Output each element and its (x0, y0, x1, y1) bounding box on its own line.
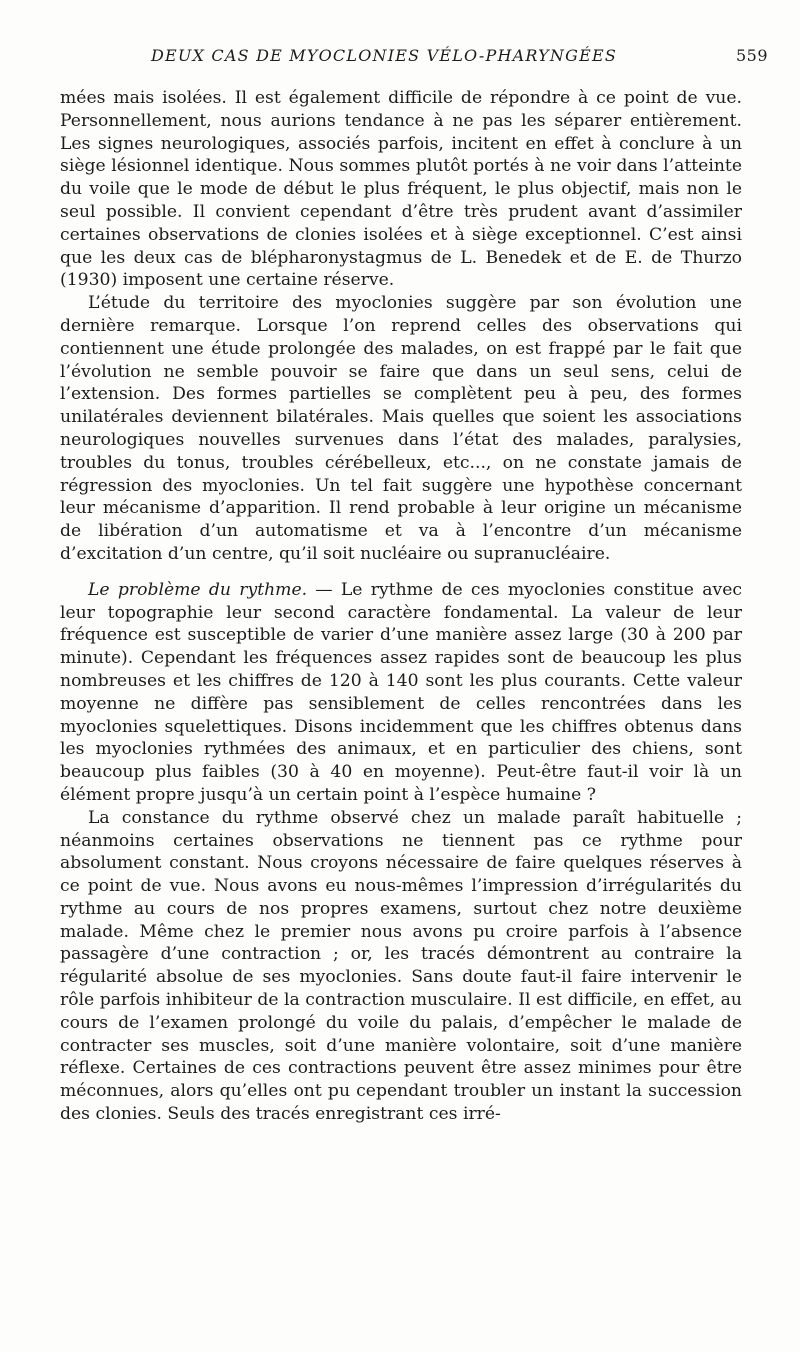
running-title: DEUX CAS DE MYOCLONIES VÉLO-PHARYNGÉES (150, 46, 618, 65)
section-title: Le problème du rythme. (88, 579, 308, 600)
body-text (60, 87, 742, 1126)
paragraph-rhythm-problem (60, 579, 742, 807)
section-body: — Le rythme de ces myoclonies constitue avec leur topographie leur second caractère fondamental. La valeur de leur fréquence est susceptible de varier d’une manière assez large (30 à 200 par minute). Cependant les fréquences assez rapides sont de beaucoup les plus nombreuses et les chiffres de 120 à 140 sont les plus courants. Cette valeur moyenne ne diffère pas sensiblement de celles rencontrées dans les myoclonies squelettiques. Disons incidemment que les chiffres obtenus dans les myoclonies rythmées des animaux, et en particulier des chiens, sont beaucoup plus faibles (30 à 40 en moyenne). Peut-être faut-il voir là un élément propre jusqu’à un certain point à l’espèce humaine ? (60, 579, 743, 805)
paragraph-territory-evolution: L’étude du territoire des myoclonies suggère par son évolution une dernière remarque. Lorsque l’on reprend celles des observations qui contiennent une étude prolongée des malades, on est frappé par le fait que l’évolution ne semble pouvoir se faire que dans un seul sens, celui de l’extension. Des formes partielles se complètent peu à peu, des formes unilatérales deviennent bilatérales. Mais quelles que soient les associations neurologiques nouvelles survenues dans l’état des malades, paralysies, troubles du tonus, troubles cérébelleux, etc..., on ne constate jamais de régression des myoclonies. Un tel fait suggère une hypothèse concernant leur mécanisme d’apparition. Il rend probable à leur origine un mécanisme de libération d’un automatisme et va à l’encontre d’un mécanisme d’excitation d’un centre, qu’il soit nucléaire ou supranucléaire. (60, 293, 742, 564)
paragraph-continuation: mées mais isolées. Il est également difficile de répondre à ce point de vue. Personnellement, nous aurions tendance à ne pas les séparer entièrement. Les signes neurologiques, associés parfois, incitent en effet à conclure à un siège lésionnel identique. Nous sommes plutôt portés à ne voir dans l’atteinte du voile que le mode de début le plus fréquent, le plus objectif, mais non le seul possible. Il convient cependant d’être très prudent avant d’assimiler certaines observations de clonies isolées et à siège exceptionnel. C’est ainsi que les deux cas de blépharonystagmus de L. Benedek et de E. de Thurzo (1930) imposent une certaine réserve. (60, 88, 742, 291)
page-number: 559 (735, 46, 768, 65)
paragraph-rhythm-constancy: La constance du rythme observé chez un malade paraît habituelle ; néanmoins certaines observations ne tiennent pas ce rythme pour absolument constant. Nous croyons nécessaire de faire quelques réserves à ce point de vue. Nous avons eu nous-mêmes l’impression d’irrégularités du rythme au cours de nos propres examens, surtout chez notre deuxième malade. Même chez le premier nous avons pu croire parfois à l’absence passagère d’une contraction ; or, les tracés démontrent au contraire la régularité absolue de ses myoclonies. Sans doute faut-il faire intervenir le rôle parfois inhibiteur de la contraction musculaire. Il est difficile, en effet, au cours de l’examen prolongé du voile du palais, d’empêcher le malade de contracter ses muscles, soit d’une manière volontaire, soit d’une manière réflexe. Certaines de ces contractions peuvent être assez minimes pour être méconnues, alors qu’elles ont pu cependant troubler un instant la succession des clonies. Seuls des tracés enregistrant ces irré- (60, 807, 742, 1125)
running-header (60, 46, 768, 76)
